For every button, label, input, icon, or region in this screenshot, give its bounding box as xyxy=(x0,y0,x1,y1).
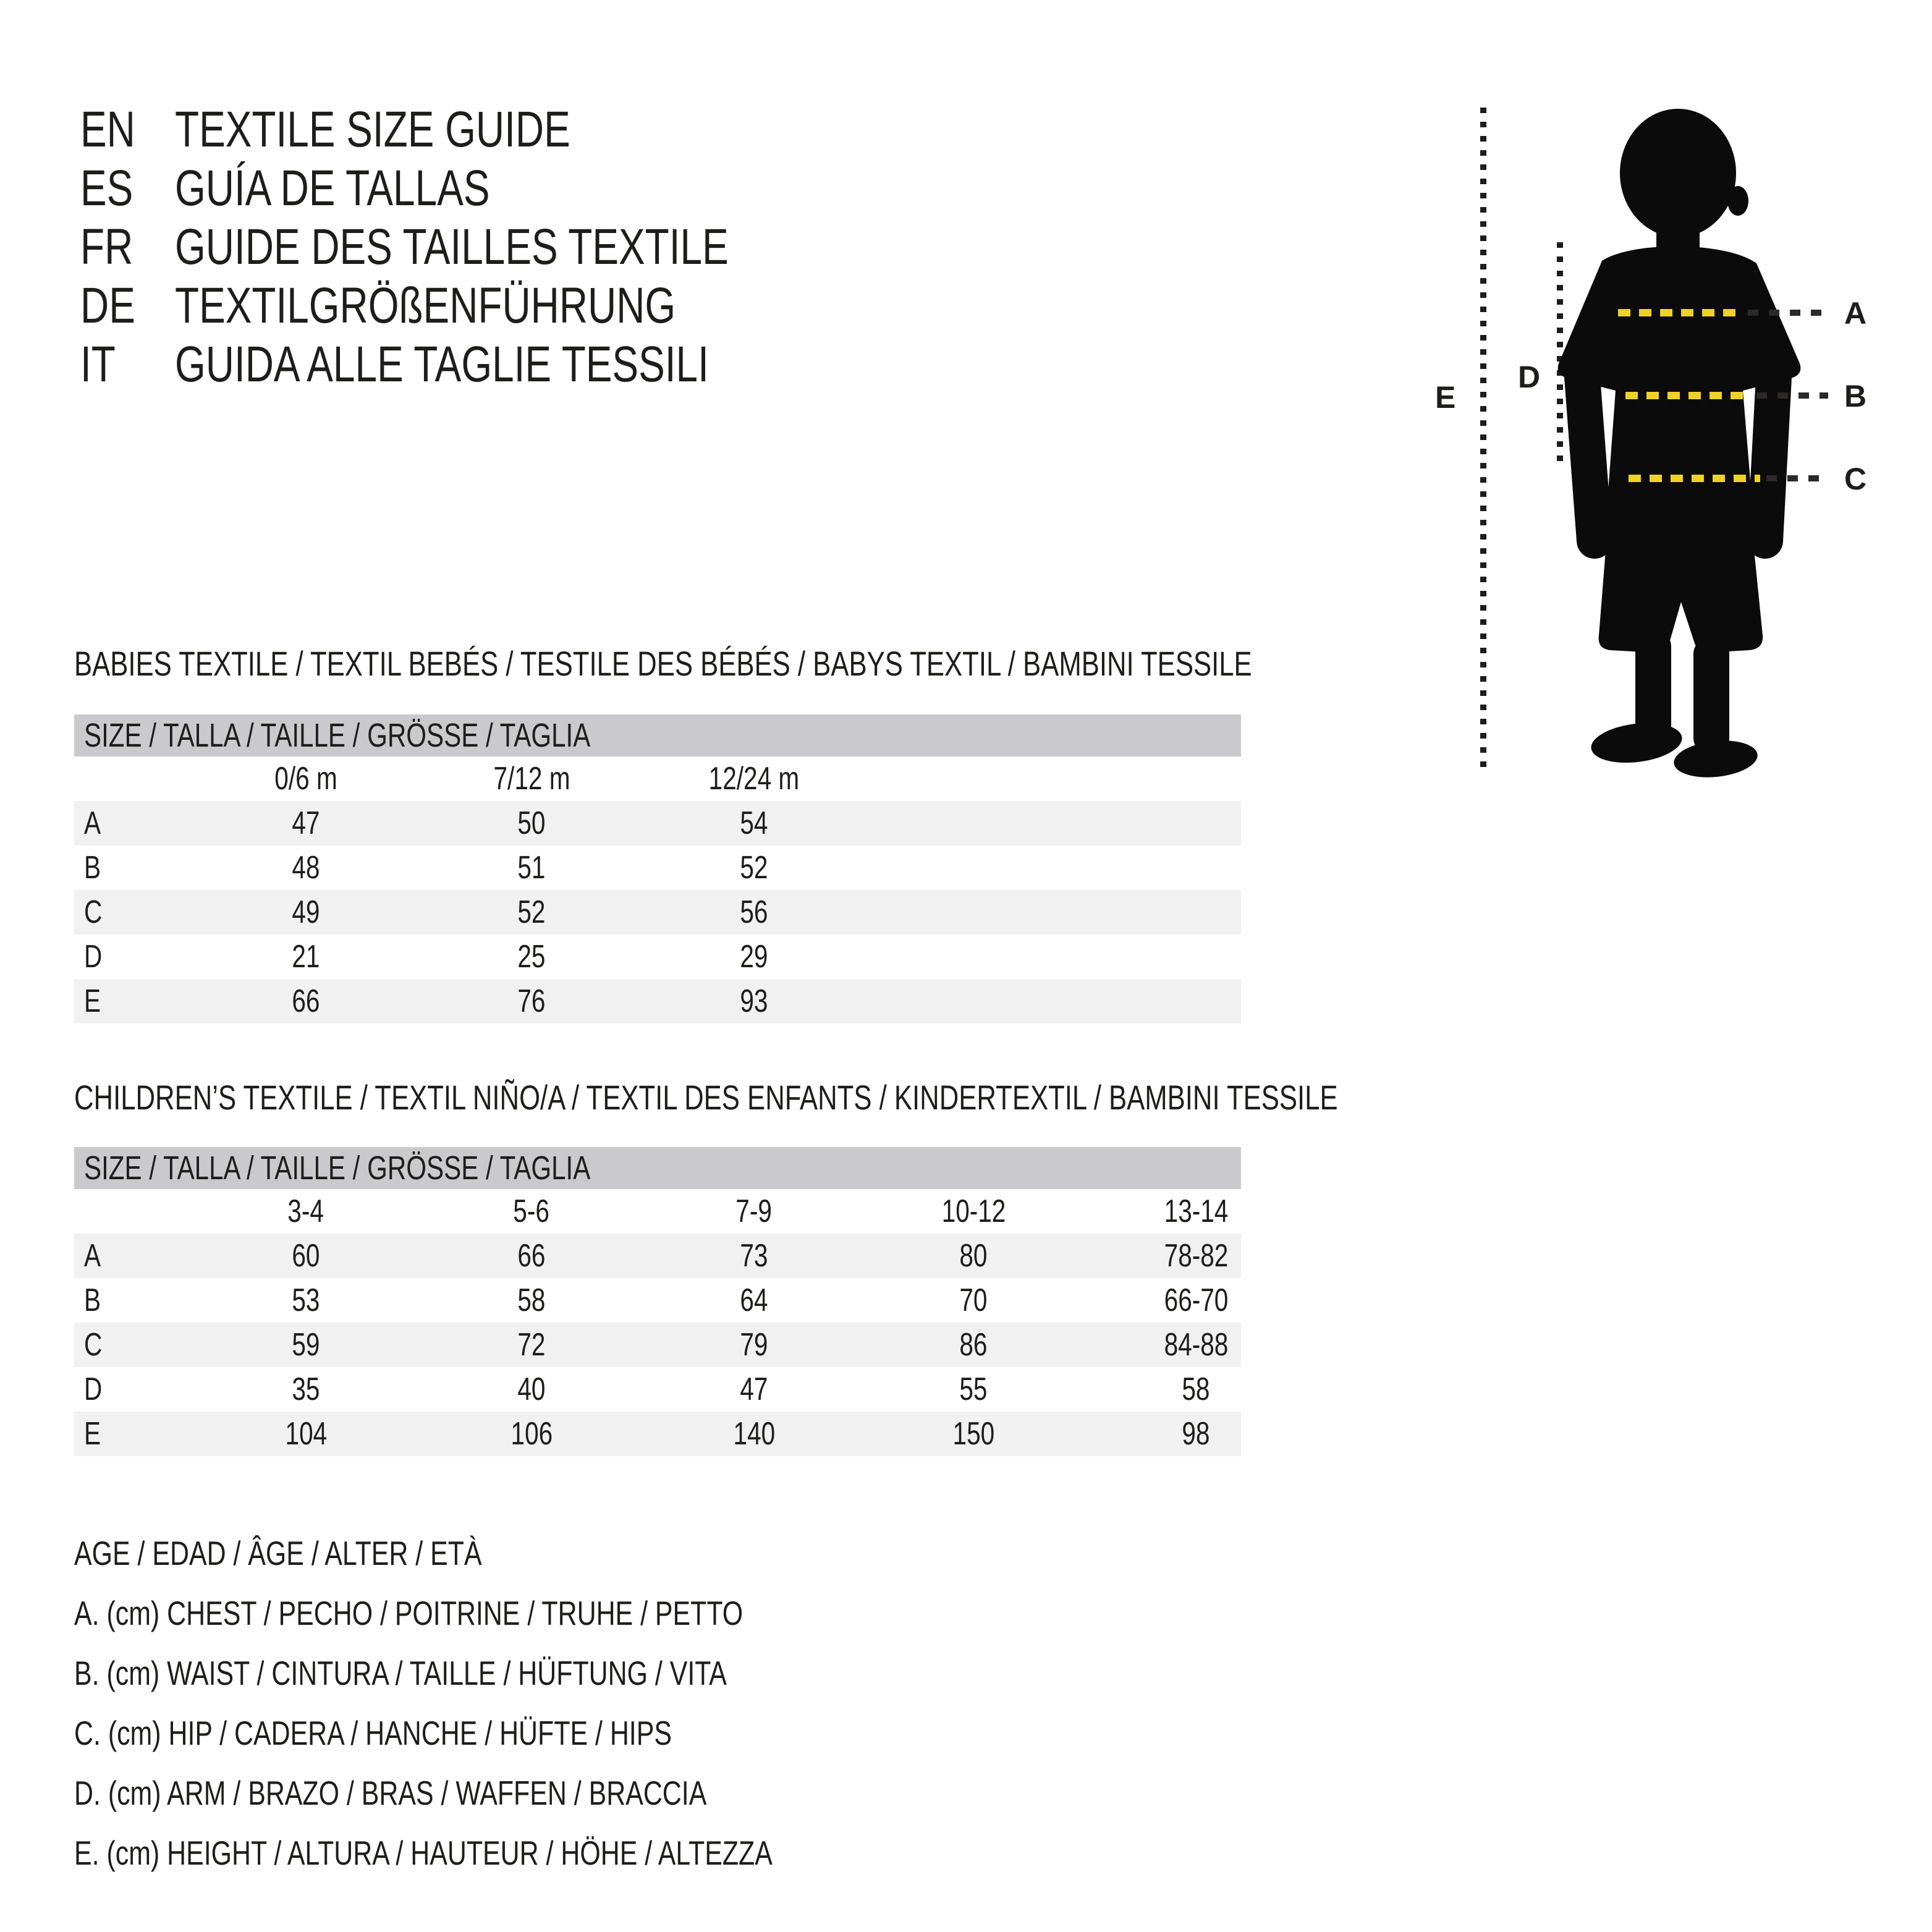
column-header: 5-6 xyxy=(513,1193,550,1229)
table-cell: 54 xyxy=(740,805,768,841)
table-cell: 64 xyxy=(740,1282,768,1318)
row-label: C xyxy=(84,894,103,930)
language-row-it xyxy=(80,336,860,393)
table-cell: 98 xyxy=(1182,1416,1210,1452)
row-label: D xyxy=(84,1371,103,1407)
children-section-title: CHILDREN’S TEXTILE / TEXTIL NIÑO/A / TEXTIL DES ENFANTS / KINDERTEXTIL / BAMBINI TESSILE xyxy=(74,1078,1338,1117)
row-label: B xyxy=(84,1282,101,1318)
table-cell: 84-88 xyxy=(1164,1327,1228,1363)
table-cell: 72 xyxy=(517,1327,546,1363)
column-header: 7-9 xyxy=(735,1193,773,1229)
table-row xyxy=(74,934,1241,979)
table-cell: 66 xyxy=(292,983,320,1019)
table-cell: 40 xyxy=(517,1371,546,1407)
table-cell: 47 xyxy=(292,805,320,841)
language-code: IT xyxy=(80,336,116,392)
diagram-label-d: D xyxy=(1518,360,1541,394)
table-row xyxy=(74,890,1241,934)
language-code: EN xyxy=(80,101,135,158)
table-row xyxy=(74,801,1241,845)
legend-line-height: E. (cm) HEIGHT / ALTURA / HAUTEUR / HÖHE / ALTEZZA xyxy=(74,1834,773,1872)
legend-line-age: AGE / EDAD / ÂGE / ALTER / ETÀ xyxy=(74,1534,482,1572)
language-code: FR xyxy=(80,219,133,275)
table-cell: 70 xyxy=(959,1282,988,1318)
legend-line-arm: D. (cm) ARM / BRAZO / BRAS / WAFFEN / BRACCIA xyxy=(74,1774,707,1812)
row-label: B xyxy=(84,850,101,886)
table-cell: 150 xyxy=(952,1416,994,1452)
table-cell: 93 xyxy=(740,983,768,1019)
language-title: TEXTILGRÖßENFÜHRUNG xyxy=(175,278,676,334)
table-cell: 80 xyxy=(959,1238,988,1274)
table-cell: 49 xyxy=(292,894,320,930)
language-row-fr xyxy=(80,219,884,276)
children-size-header-bar: SIZE / TALLA / TAILLE / GRÖSSE / TAGLIA xyxy=(74,1147,1241,1189)
table-row xyxy=(74,845,1241,890)
row-label: D xyxy=(84,939,103,975)
table-cell: 106 xyxy=(511,1416,553,1452)
table-row xyxy=(74,1367,1241,1412)
legend-line-chest: A. (cm) CHEST / PECHO / POITRINE / TRUHE / PETTO xyxy=(74,1594,744,1632)
children-column-header-row xyxy=(74,1189,1241,1234)
language-code: DE xyxy=(80,278,135,334)
child-silhouette xyxy=(1558,109,1801,781)
language-row-de xyxy=(80,278,817,334)
table-cell: 56 xyxy=(740,894,768,930)
row-label: E xyxy=(84,1416,101,1452)
table-cell: 50 xyxy=(517,805,546,841)
child-measurement-diagram-icon xyxy=(1421,99,1891,791)
row-label: A xyxy=(84,1238,101,1274)
language-code: ES xyxy=(80,160,133,216)
diagram-label-a: A xyxy=(1844,296,1867,331)
table-cell: 66-70 xyxy=(1164,1282,1228,1318)
table-cell: 48 xyxy=(292,850,320,886)
column-header: 13-14 xyxy=(1164,1193,1228,1229)
babies-size-header-bar: SIZE / TALLA / TAILLE / GRÖSSE / TAGLIA xyxy=(74,714,1241,756)
language-title: GUIDE DES TAILLES TEXTILE xyxy=(175,219,729,275)
diagram-label-b: B xyxy=(1844,379,1867,413)
table-row xyxy=(74,1323,1241,1367)
table-cell: 104 xyxy=(285,1416,327,1452)
table-cell: 79 xyxy=(740,1327,768,1363)
table-cell: 78-82 xyxy=(1164,1238,1228,1274)
table-row xyxy=(74,1278,1241,1323)
table-cell: 66 xyxy=(517,1238,546,1274)
table-cell: 52 xyxy=(740,850,768,886)
table-cell: 60 xyxy=(292,1238,320,1274)
legend-line-hip: C. (cm) HIP / CADERA / HANCHE / HÜFTE / HIPS xyxy=(74,1714,672,1752)
table-cell: 59 xyxy=(292,1327,320,1363)
row-label: A xyxy=(84,805,101,841)
column-header: 3-4 xyxy=(287,1193,324,1229)
table-cell: 47 xyxy=(740,1371,768,1407)
table-cell: 58 xyxy=(1182,1371,1210,1407)
table-row xyxy=(74,1234,1241,1278)
table-cell: 29 xyxy=(740,939,768,975)
table-cell: 25 xyxy=(517,939,546,975)
table-cell: 53 xyxy=(292,1282,320,1318)
table-cell: 52 xyxy=(517,894,546,930)
table-row xyxy=(74,979,1241,1023)
column-header: 12/24 m xyxy=(708,761,800,797)
language-title: GUÍA DE TALLAS xyxy=(175,160,490,216)
row-label: E xyxy=(84,983,101,1019)
table-cell: 51 xyxy=(517,850,546,886)
table-row xyxy=(74,1412,1241,1456)
table-cell: 21 xyxy=(292,939,320,975)
language-title: GUIDA ALLE TAGLIE TESSILI xyxy=(175,336,709,392)
column-header: 7/12 m xyxy=(493,761,570,797)
diagram-label-c: C xyxy=(1844,462,1867,496)
babies-section-title: BABIES TEXTILE / TEXTIL BEBÉS / TESTILE DES BÉBÉS / BABYS TEXTIL / BAMBINI TESSILE xyxy=(74,644,1252,683)
table-cell: 55 xyxy=(959,1371,988,1407)
table-cell: 86 xyxy=(959,1327,988,1363)
table-cell: 76 xyxy=(517,983,546,1019)
table-cell: 140 xyxy=(733,1416,775,1452)
language-row-en xyxy=(80,101,682,158)
column-header: 10-12 xyxy=(941,1193,1006,1229)
column-header: 0/6 m xyxy=(274,761,337,797)
table-cell: 58 xyxy=(517,1282,546,1318)
language-title: TEXTILE SIZE GUIDE xyxy=(175,101,570,158)
table-cell: 73 xyxy=(740,1238,768,1274)
language-row-es xyxy=(80,160,578,217)
row-label: C xyxy=(84,1327,103,1363)
diagram-label-e: E xyxy=(1435,380,1456,415)
babies-column-header-row xyxy=(74,756,1241,801)
table-cell: 35 xyxy=(292,1371,320,1407)
legend-line-waist: B. (cm) WAIST / CINTURA / TAILLE / HÜFTUNG / VITA xyxy=(74,1654,727,1692)
